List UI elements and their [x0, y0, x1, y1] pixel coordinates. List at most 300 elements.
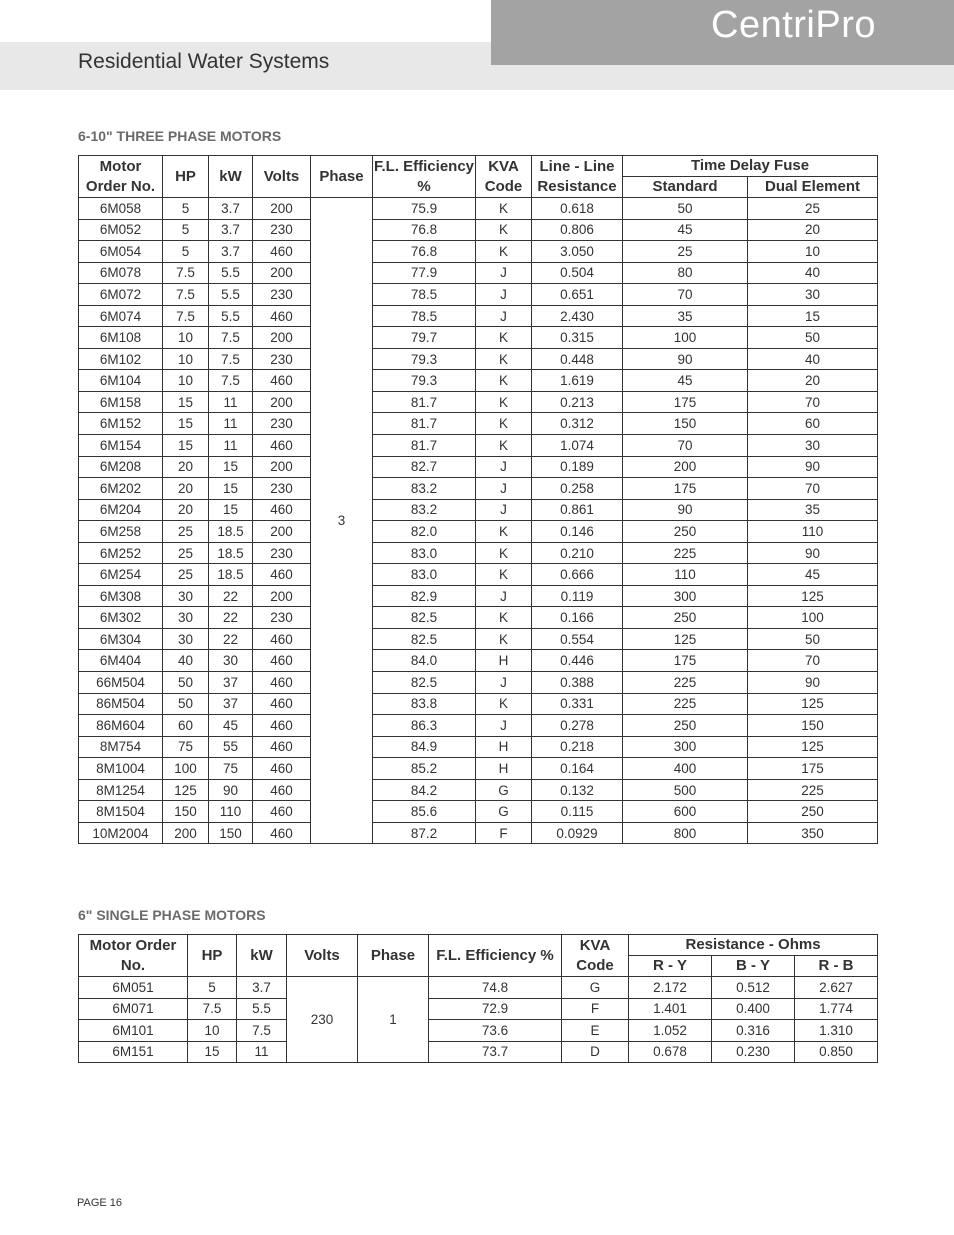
col-time-delay-fuse: Time Delay Fuse	[623, 156, 878, 177]
cell-line-resistance: 0.210	[532, 542, 623, 564]
cell-motor-order: 6M102	[79, 348, 163, 370]
cell-fuse-dual: 30	[748, 284, 878, 306]
cell-volts: 200	[253, 327, 311, 349]
cell-hp: 25	[163, 521, 209, 543]
cell-hp: 7.5	[163, 262, 209, 284]
cell-fuse-dual: 30	[748, 435, 878, 457]
cell-volts: 460	[253, 801, 311, 823]
table-row	[79, 305, 878, 327]
cell-efficiency: 81.7	[373, 391, 476, 413]
table-row	[79, 822, 878, 844]
sp-cell-r-y: 2.172	[629, 977, 712, 999]
table-row	[79, 672, 878, 694]
sp-col-volts: Volts	[287, 935, 358, 977]
cell-kw: 5.5	[209, 305, 253, 327]
cell-kva-code: J	[476, 262, 532, 284]
col-efficiency: F.L. Efficiency %	[373, 156, 476, 198]
cell-volts: 460	[253, 435, 311, 457]
cell-volts: 460	[253, 564, 311, 586]
cell-hp: 200	[163, 822, 209, 844]
cell-motor-order: 6M252	[79, 542, 163, 564]
cell-fuse-standard: 200	[623, 456, 748, 478]
cell-hp: 20	[163, 478, 209, 500]
sp-cell-r-y: 0.678	[629, 1041, 712, 1063]
cell-efficiency: 86.3	[373, 715, 476, 737]
cell-fuse-standard: 70	[623, 435, 748, 457]
cell-kw: 7.5	[209, 370, 253, 392]
cell-fuse-dual: 50	[748, 327, 878, 349]
cell-hp: 25	[163, 542, 209, 564]
cell-efficiency: 79.7	[373, 327, 476, 349]
cell-efficiency: 82.7	[373, 456, 476, 478]
sp-cell-kva-code: F	[562, 998, 629, 1020]
cell-kw: 7.5	[209, 348, 253, 370]
cell-motor-order: 66M504	[79, 672, 163, 694]
cell-fuse-dual: 225	[748, 779, 878, 801]
cell-hp: 50	[163, 693, 209, 715]
cell-motor-order: 8M1254	[79, 779, 163, 801]
cell-efficiency: 81.7	[373, 413, 476, 435]
sp-cell-kw: 11	[237, 1041, 287, 1063]
cell-fuse-dual: 150	[748, 715, 878, 737]
cell-line-resistance: 0.132	[532, 779, 623, 801]
cell-kw: 7.5	[209, 327, 253, 349]
cell-kva-code: K	[476, 370, 532, 392]
cell-motor-order: 6M202	[79, 478, 163, 500]
single-phase-table	[78, 934, 878, 1063]
cell-volts: 460	[253, 822, 311, 844]
cell-kw: 22	[209, 607, 253, 629]
cell-volts: 460	[253, 758, 311, 780]
cell-fuse-dual: 70	[748, 478, 878, 500]
cell-kw: 11	[209, 435, 253, 457]
cell-line-resistance: 0.164	[532, 758, 623, 780]
sp-col-by: B - Y	[712, 956, 795, 977]
cell-hp: 50	[163, 672, 209, 694]
cell-kw: 18.5	[209, 542, 253, 564]
cell-fuse-standard: 70	[623, 284, 748, 306]
sp-cell-efficiency: 74.8	[429, 977, 562, 999]
table-row	[79, 219, 878, 241]
cell-kva-code: G	[476, 779, 532, 801]
cell-line-resistance: 0.861	[532, 499, 623, 521]
table-row	[79, 542, 878, 564]
cell-kva-code: K	[476, 391, 532, 413]
cell-efficiency: 78.5	[373, 284, 476, 306]
cell-kva-code: K	[476, 219, 532, 241]
cell-fuse-dual: 40	[748, 262, 878, 284]
cell-kw: 3.7	[209, 241, 253, 263]
cell-efficiency: 83.2	[373, 499, 476, 521]
cell-fuse-standard: 225	[623, 693, 748, 715]
table-row	[79, 977, 878, 999]
table-row	[79, 1020, 878, 1042]
cell-fuse-dual: 70	[748, 391, 878, 413]
single-phase-title: 6" SINGLE PHASE MOTORS	[78, 907, 266, 923]
cell-fuse-standard: 800	[623, 822, 748, 844]
cell-kva-code: J	[476, 715, 532, 737]
cell-volts: 200	[253, 391, 311, 413]
sp-cell-kva-code: G	[562, 977, 629, 999]
cell-motor-order: 6M108	[79, 327, 163, 349]
cell-hp: 60	[163, 715, 209, 737]
cell-fuse-standard: 35	[623, 305, 748, 327]
table-row	[79, 478, 878, 500]
cell-kva-code: J	[476, 585, 532, 607]
cell-line-resistance: 0.119	[532, 585, 623, 607]
table-row	[79, 198, 878, 220]
table-row	[79, 241, 878, 263]
cell-line-resistance: 0.213	[532, 391, 623, 413]
sp-cell-r-b: 0.850	[795, 1041, 878, 1063]
cell-volts: 460	[253, 241, 311, 263]
cell-fuse-standard: 250	[623, 607, 748, 629]
cell-kva-code: K	[476, 693, 532, 715]
cell-line-resistance: 0.388	[532, 672, 623, 694]
cell-hp: 15	[163, 435, 209, 457]
cell-fuse-dual: 350	[748, 822, 878, 844]
cell-motor-order: 6M152	[79, 413, 163, 435]
col-kva-code: KVA Code	[476, 156, 532, 198]
cell-line-resistance: 3.050	[532, 241, 623, 263]
table-row	[79, 628, 878, 650]
three-phase-rows	[79, 198, 878, 844]
sp-cell-kva-code: E	[562, 1020, 629, 1042]
cell-volts: 200	[253, 198, 311, 220]
cell-fuse-standard: 300	[623, 736, 748, 758]
table-row	[79, 715, 878, 737]
brand-logo: CentriPro	[711, 4, 876, 46]
cell-motor-order: 8M1004	[79, 758, 163, 780]
cell-fuse-standard: 110	[623, 564, 748, 586]
cell-fuse-standard: 45	[623, 370, 748, 392]
cell-fuse-dual: 90	[748, 542, 878, 564]
cell-fuse-standard: 300	[623, 585, 748, 607]
cell-kva-code: H	[476, 758, 532, 780]
cell-fuse-standard: 500	[623, 779, 748, 801]
cell-motor-order: 6M208	[79, 456, 163, 478]
sp-cell-kva-code: D	[562, 1041, 629, 1063]
sp-cell-efficiency: 73.6	[429, 1020, 562, 1042]
sp-cell-motor-order: 6M101	[79, 1020, 188, 1042]
table-row	[79, 607, 878, 629]
cell-hp: 125	[163, 779, 209, 801]
cell-line-resistance: 0.666	[532, 564, 623, 586]
cell-fuse-dual: 15	[748, 305, 878, 327]
cell-motor-order: 6M054	[79, 241, 163, 263]
table-row	[79, 456, 878, 478]
cell-fuse-dual: 60	[748, 413, 878, 435]
cell-hp: 15	[163, 413, 209, 435]
table-row	[79, 435, 878, 457]
cell-efficiency: 87.2	[373, 822, 476, 844]
cell-line-resistance: 0.189	[532, 456, 623, 478]
sp-cell-b-y: 0.230	[712, 1041, 795, 1063]
cell-line-resistance: 0.115	[532, 801, 623, 823]
cell-efficiency: 84.2	[373, 779, 476, 801]
cell-volts: 460	[253, 693, 311, 715]
cell-fuse-standard: 600	[623, 801, 748, 823]
col-fuse-dual: Dual Element	[748, 177, 878, 198]
cell-motor-order: 6M058	[79, 198, 163, 220]
sp-cell-motor-order: 6M151	[79, 1041, 188, 1063]
cell-line-resistance: 0.806	[532, 219, 623, 241]
sp-col-hp: HP	[188, 935, 237, 977]
cell-kva-code: K	[476, 327, 532, 349]
sp-cell-hp: 5	[188, 977, 237, 999]
sp-cell-r-y: 1.052	[629, 1020, 712, 1042]
cell-hp: 7.5	[163, 284, 209, 306]
cell-kva-code: K	[476, 241, 532, 263]
cell-motor-order: 6M204	[79, 499, 163, 521]
cell-motor-order: 10M2004	[79, 822, 163, 844]
cell-fuse-standard: 90	[623, 348, 748, 370]
cell-kva-code: K	[476, 348, 532, 370]
cell-volts: 230	[253, 478, 311, 500]
cell-fuse-standard: 250	[623, 521, 748, 543]
cell-fuse-dual: 45	[748, 564, 878, 586]
cell-motor-order: 6M052	[79, 219, 163, 241]
cell-kva-code: H	[476, 650, 532, 672]
cell-efficiency: 76.8	[373, 219, 476, 241]
cell-efficiency: 82.9	[373, 585, 476, 607]
cell-hp: 20	[163, 456, 209, 478]
sp-col-kva-code: KVA Code	[562, 935, 629, 977]
sp-col-kw: kW	[237, 935, 287, 977]
cell-fuse-dual: 110	[748, 521, 878, 543]
cell-motor-order: 86M604	[79, 715, 163, 737]
single-phase-rows	[79, 977, 878, 1063]
cell-fuse-standard: 80	[623, 262, 748, 284]
table-row	[79, 327, 878, 349]
sp-cell-kw: 3.7	[237, 977, 287, 999]
cell-kw: 75	[209, 758, 253, 780]
cell-efficiency: 82.5	[373, 607, 476, 629]
cell-volts: 460	[253, 499, 311, 521]
cell-motor-order: 8M754	[79, 736, 163, 758]
sp-cell-hp: 15	[188, 1041, 237, 1063]
cell-line-resistance: 0.258	[532, 478, 623, 500]
cell-hp: 25	[163, 564, 209, 586]
cell-kw: 90	[209, 779, 253, 801]
cell-fuse-standard: 225	[623, 542, 748, 564]
cell-kw: 110	[209, 801, 253, 823]
cell-volts: 460	[253, 779, 311, 801]
cell-line-resistance: 1.619	[532, 370, 623, 392]
cell-volts: 460	[253, 715, 311, 737]
cell-fuse-standard: 125	[623, 628, 748, 650]
cell-line-resistance: 0.278	[532, 715, 623, 737]
cell-fuse-standard: 100	[623, 327, 748, 349]
cell-hp: 10	[163, 348, 209, 370]
cell-volts: 230	[253, 219, 311, 241]
cell-fuse-standard: 175	[623, 391, 748, 413]
table-row	[79, 564, 878, 586]
cell-hp: 20	[163, 499, 209, 521]
cell-motor-order: 6M302	[79, 607, 163, 629]
cell-kw: 3.7	[209, 198, 253, 220]
cell-hp: 5	[163, 219, 209, 241]
cell-efficiency: 83.8	[373, 693, 476, 715]
table-row	[79, 758, 878, 780]
sp-col-rb: R - B	[795, 956, 878, 977]
cell-volts: 200	[253, 521, 311, 543]
col-line-resistance: Line - Line Resistance	[532, 156, 623, 198]
three-phase-table	[78, 155, 878, 844]
cell-hp: 10	[163, 327, 209, 349]
cell-efficiency: 84.9	[373, 736, 476, 758]
cell-efficiency: 76.8	[373, 241, 476, 263]
cell-efficiency: 84.0	[373, 650, 476, 672]
cell-fuse-standard: 150	[623, 413, 748, 435]
cell-kw: 55	[209, 736, 253, 758]
cell-line-resistance: 0.651	[532, 284, 623, 306]
cell-fuse-standard: 225	[623, 672, 748, 694]
col-fuse-standard: Standard	[623, 177, 748, 198]
cell-line-resistance: 0.504	[532, 262, 623, 284]
cell-line-resistance: 0.448	[532, 348, 623, 370]
cell-efficiency: 82.5	[373, 628, 476, 650]
cell-kw: 18.5	[209, 564, 253, 586]
cell-line-resistance: 2.430	[532, 305, 623, 327]
sp-col-motor-order: Motor Order No.	[79, 935, 188, 977]
cell-fuse-dual: 20	[748, 219, 878, 241]
cell-kva-code: K	[476, 435, 532, 457]
cell-motor-order: 6M254	[79, 564, 163, 586]
col-kw: kW	[209, 156, 253, 198]
cell-kva-code: K	[476, 413, 532, 435]
cell-motor-order: 6M304	[79, 628, 163, 650]
cell-kva-code: J	[476, 478, 532, 500]
cell-volts: 230	[253, 542, 311, 564]
sp-cell-efficiency: 72.9	[429, 998, 562, 1020]
cell-kva-code: J	[476, 456, 532, 478]
cell-kva-code: G	[476, 801, 532, 823]
cell-line-resistance: 0.0929	[532, 822, 623, 844]
table-row	[79, 413, 878, 435]
cell-efficiency: 85.6	[373, 801, 476, 823]
sp-col-resistance: Resistance - Ohms	[629, 935, 878, 956]
cell-efficiency: 83.2	[373, 478, 476, 500]
cell-kva-code: K	[476, 607, 532, 629]
table-row	[79, 370, 878, 392]
cell-kw: 3.7	[209, 219, 253, 241]
cell-kw: 15	[209, 478, 253, 500]
cell-volts: 200	[253, 262, 311, 284]
cell-motor-order: 6M308	[79, 585, 163, 607]
cell-volts: 200	[253, 585, 311, 607]
cell-volts: 460	[253, 305, 311, 327]
cell-line-resistance: 0.312	[532, 413, 623, 435]
sp-col-efficiency: F.L. Efficiency %	[429, 935, 562, 977]
sp-cell-b-y: 0.512	[712, 977, 795, 999]
cell-line-resistance: 1.074	[532, 435, 623, 457]
cell-line-resistance: 0.618	[532, 198, 623, 220]
cell-fuse-dual: 250	[748, 801, 878, 823]
cell-kw: 11	[209, 413, 253, 435]
sp-cell-hp: 10	[188, 1020, 237, 1042]
cell-line-resistance: 0.446	[532, 650, 623, 672]
cell-motor-order: 8M1504	[79, 801, 163, 823]
cell-hp: 30	[163, 585, 209, 607]
cell-efficiency: 82.0	[373, 521, 476, 543]
cell-volts: 200	[253, 456, 311, 478]
cell-volts: 460	[253, 736, 311, 758]
sp-col-ry: R - Y	[629, 956, 712, 977]
table-row	[79, 801, 878, 823]
cell-fuse-dual: 90	[748, 456, 878, 478]
table-row	[79, 779, 878, 801]
cell-fuse-standard: 25	[623, 241, 748, 263]
three-phase-title: 6-10" THREE PHASE MOTORS	[78, 128, 282, 144]
cell-hp: 75	[163, 736, 209, 758]
table-row	[79, 284, 878, 306]
sp-cell-efficiency: 73.7	[429, 1041, 562, 1063]
cell-hp: 5	[163, 241, 209, 263]
cell-efficiency: 83.0	[373, 564, 476, 586]
cell-kva-code: K	[476, 542, 532, 564]
cell-motor-order: 6M072	[79, 284, 163, 306]
page-number: PAGE 16	[77, 1197, 123, 1209]
cell-hp: 100	[163, 758, 209, 780]
col-phase: Phase	[311, 156, 373, 198]
cell-kw: 5.5	[209, 262, 253, 284]
cell-kva-code: J	[476, 284, 532, 306]
table-row	[79, 348, 878, 370]
cell-volts: 460	[253, 672, 311, 694]
cell-motor-order: 6M154	[79, 435, 163, 457]
cell-fuse-dual: 40	[748, 348, 878, 370]
cell-hp: 7.5	[163, 305, 209, 327]
table-row	[79, 998, 878, 1020]
cell-fuse-dual: 125	[748, 736, 878, 758]
cell-kw: 37	[209, 693, 253, 715]
cell-fuse-dual: 25	[748, 198, 878, 220]
cell-line-resistance: 0.554	[532, 628, 623, 650]
cell-kw: 18.5	[209, 521, 253, 543]
cell-volts: 230	[253, 413, 311, 435]
sp-cell-r-b: 1.310	[795, 1020, 878, 1042]
cell-fuse-standard: 45	[623, 219, 748, 241]
sp-cell-b-y: 0.316	[712, 1020, 795, 1042]
cell-line-resistance: 0.146	[532, 521, 623, 543]
cell-fuse-dual: 90	[748, 672, 878, 694]
table-row	[79, 1041, 878, 1063]
cell-fuse-dual: 125	[748, 585, 878, 607]
cell-motor-order: 6M078	[79, 262, 163, 284]
sp-col-phase: Phase	[358, 935, 429, 977]
cell-volts: 460	[253, 650, 311, 672]
cell-hp: 30	[163, 607, 209, 629]
cell-hp: 5	[163, 198, 209, 220]
cell-kva-code: H	[476, 736, 532, 758]
cell-fuse-dual: 70	[748, 650, 878, 672]
cell-fuse-standard: 400	[623, 758, 748, 780]
sp-cell-phase: 1	[358, 977, 429, 1063]
cell-kw: 22	[209, 585, 253, 607]
cell-kva-code: F	[476, 822, 532, 844]
table-row	[79, 693, 878, 715]
cell-kva-code: J	[476, 672, 532, 694]
page-subtitle: Residential Water Systems	[78, 50, 330, 73]
cell-fuse-dual: 125	[748, 693, 878, 715]
cell-kw: 30	[209, 650, 253, 672]
table-row	[79, 391, 878, 413]
cell-fuse-dual: 10	[748, 241, 878, 263]
cell-fuse-dual: 20	[748, 370, 878, 392]
sp-cell-r-b: 1.774	[795, 998, 878, 1020]
cell-motor-order: 6M074	[79, 305, 163, 327]
